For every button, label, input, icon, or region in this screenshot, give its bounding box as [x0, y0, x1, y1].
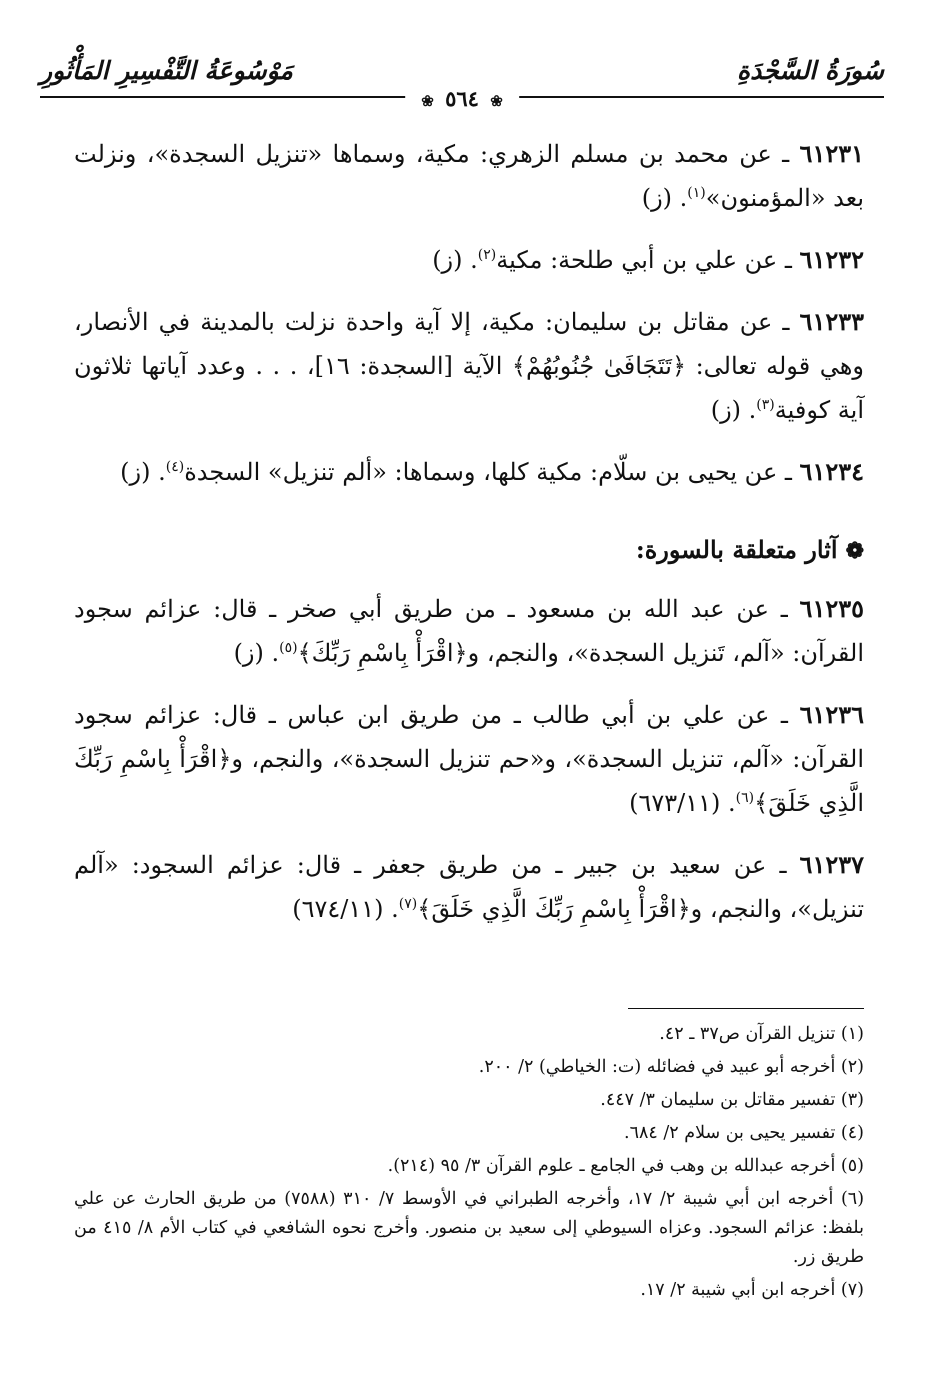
athar-paragraph [74, 693, 864, 825]
footnotes [74, 1020, 864, 1309]
narration-text: ـ عن يحيى بن سلّام: مكية كلها، وسماها: «ألم تنزيل» السجدة [184, 458, 800, 486]
footnote-ref[interactable]: (٢) [477, 247, 497, 263]
narration-paragraph [74, 450, 864, 494]
narration-tail: . (ز) [710, 396, 757, 424]
footnote-ref[interactable]: (٥) [279, 640, 298, 656]
narration-paragraph [74, 132, 864, 220]
footnote-ref[interactable]: (٧) [398, 896, 418, 912]
narration-tail: . (ز) [233, 639, 280, 667]
section-heading [74, 530, 864, 571]
narration-text: ـ عن علي بن أبي طلحة: مكية [496, 246, 800, 274]
footnote: (٣) تفسير مقاتل بن سليمان ٣/ ٤٤٧. [600, 1090, 864, 1110]
narration-paragraph [74, 300, 864, 432]
narration-text: ـ عن محمد بن مسلم الزهري: مكية، وسماها «تنزيل السجدة»، ونزلت بعد «المؤمنون» [74, 140, 864, 212]
narration-number: ٦١٢٣٦ [799, 700, 865, 729]
athar-paragraph [74, 843, 864, 931]
narration-tail: . (٦٧٣/١١) [629, 789, 736, 817]
footnote-ref[interactable]: (١) [687, 185, 706, 201]
footnote-ref[interactable]: (٣) [756, 397, 775, 413]
narration-text: ـ عن مقاتل بن سليمان: مكية، إلا آية واحدة نزلت بالمدينة في الأنصار، وهي قوله تعالى: ﴿تَتَجَافَىٰ جُنُوبُهُمْ﴾ الآية [السجدة: ١٦]، . . . وعدد آياتها ثلاثون آية كوفية [74, 308, 864, 424]
narration-text: ـ عن عبد الله بن مسعود ـ من طريق أبي صخر ـ قال: عزائم سجود القرآن: «آلم، تَنزيل السجدة»، والنجم، و﴿اقْرَأْ بِاسْمِ رَبِّكَ﴾ [74, 595, 864, 667]
athar-paragraph [74, 587, 864, 675]
narration-number: ٦١٢٣٣ [799, 307, 864, 336]
narration-number: ٦١٢٣٥ [799, 594, 864, 623]
narration-paragraph [74, 238, 864, 282]
narration-text: ـ عن سعيد بن جبير ـ من طريق جعفر ـ قال: عزائم السجود: «آلم تنزيل»، والنجم، و﴿اقْرَأْ بِاسْمِ رَبِّكَ الَّذِي خَلَقَ﴾ [74, 851, 864, 923]
narration-tail: . (ز) [432, 246, 478, 274]
footnote: (١) تنزيل القرآن ص٣٧ ـ ٤٢. [659, 1024, 864, 1044]
footnote: (٤) تفسير يحيى بن سلام ٢/ ٦٨٤. [624, 1123, 864, 1143]
flower-icon: ❁ [845, 538, 864, 564]
page-number: ٥٦٤ [445, 86, 479, 111]
footnote-separator [628, 1008, 864, 1009]
narration-tail: . (٦٧٤/١١) [292, 895, 399, 923]
section-heading-text: آثار متعلقة بالسورة: [635, 535, 838, 564]
footnote-ref[interactable]: (٦) [735, 790, 755, 806]
narration-number: ٦١٢٣٢ [799, 245, 864, 274]
footnote: (٦) أخرجه ابن أبي شيبة ٢/ ١٧، وأخرجه الطبراني في الأوسط ٧/ ٣١٠ (٧٥٨٨) من طريق الحارث عن علي بلفظ: عزائم السجود. وعزاه السيوطي إلى سعيد بن منصور. وأخرج نحوه الشافعي في كتاب الأم ٨/ ٤١٥ من طريق زر. [74, 1189, 865, 1267]
ornament-icon: ❀ [490, 92, 503, 110]
footnote: (٢) أخرجه أبو عبيد في فضائله (ت: الخياطي) ٢/ ٢٠٠. [478, 1057, 864, 1077]
book-title: مَوْسُوعَةُ التَّفْسِيرِ المَأْثُورِ [40, 56, 293, 85]
ornament-icon: ❀ [421, 92, 434, 110]
narration-number: ٦١٢٣٤ [799, 457, 864, 486]
narration-tail: . (ز) [120, 458, 166, 486]
narration-number: ٦١٢٣١ [799, 139, 864, 168]
page-header [40, 52, 884, 111]
page-number-block [405, 86, 519, 111]
footnote-ref[interactable]: (٤) [165, 459, 185, 475]
narration-tail: . (ز) [641, 184, 688, 212]
main-text [74, 132, 864, 949]
footnote: (٧) أخرجه ابن أبي شيبة ٢/ ١٧. [640, 1280, 864, 1300]
narration-number: ٦١٢٣٧ [799, 850, 864, 879]
narration-text: ـ عن علي بن أبي طالب ـ من طريق ابن عباس ـ قال: عزائم سجود القرآن: «آلم، تنزيل السجدة»، و«حم تنزيل السجدة»، والنجم، و﴿اقْرَأْ بِاسْمِ رَبِّكَ الَّذِي خَلَقَ﴾ [74, 701, 864, 817]
footnote: (٥) أخرجه عبدالله بن وهب في الجامع ـ علوم القرآن ٣/ ٩٥ (٢١٤). [387, 1156, 864, 1176]
surah-title: سُورَةُ السَّجْدَةِ [737, 56, 884, 85]
